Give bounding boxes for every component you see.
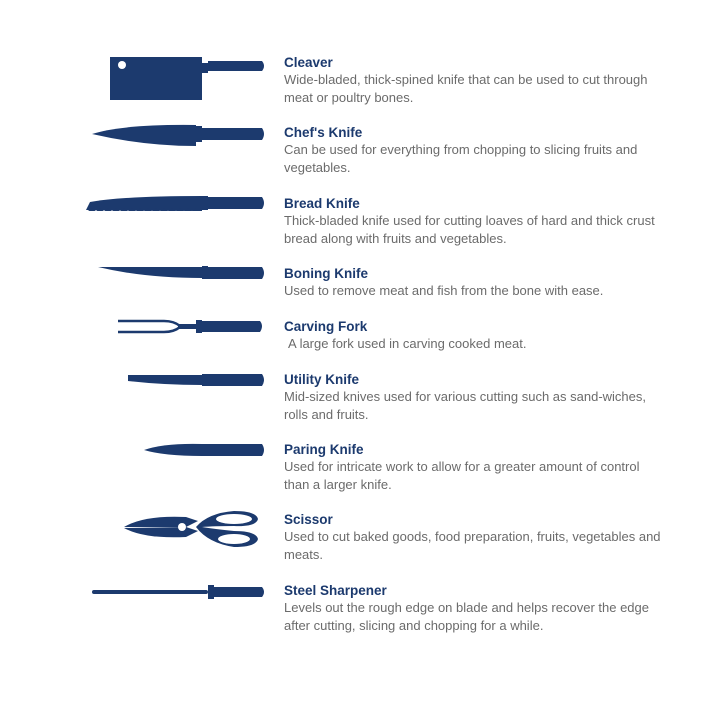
paring-knife-icon	[84, 441, 268, 497]
tool-description: Used for intricate work to allow for a greater amount of control than a larger knife.	[284, 459, 640, 492]
tool-description: Used to remove meat and fish from the bone with ease.	[284, 283, 604, 298]
tool-name: Cleaver	[284, 55, 333, 70]
tool-name: Paring Knife	[284, 442, 364, 457]
tool-text	[284, 441, 664, 493]
tool-name: Bread Knife	[284, 196, 360, 211]
tool-text	[284, 511, 664, 563]
bread-knife-icon	[84, 190, 268, 246]
tool-description: Mid-sized knives used for various cutting such as sand-wiches, rolls and fruits.	[284, 389, 646, 422]
tool-description: Wide-bladed, thick-spined knife that can be used to cut through meat or poultry bones.	[284, 72, 648, 105]
tool-name: Utility Knife	[284, 372, 360, 387]
tool-text	[284, 582, 664, 634]
tool-text	[284, 318, 664, 353]
chefs-knife-icon	[84, 120, 268, 176]
tool-description: Thick-bladed knife used for cutting loaves of hard and thick crust bread along with fruits and vegetables.	[284, 213, 655, 246]
tool-name: Chef's Knife	[284, 125, 363, 140]
tool-name: Steel Sharpener	[284, 583, 387, 598]
tool-text	[284, 54, 664, 106]
tool-description: Levels out the rough edge on blade and helps recover the edge after cutting, slicing and chopping for a while.	[284, 600, 649, 633]
carving-fork-icon	[84, 316, 268, 372]
boning-knife-icon	[84, 261, 268, 317]
tool-name: Scissor	[284, 512, 333, 527]
tool-text	[284, 195, 664, 247]
tool-name: Boning Knife	[284, 266, 368, 281]
tool-description: A large fork used in carving cooked meat.	[288, 336, 527, 351]
tool-text	[284, 371, 664, 423]
utility-knife-icon	[84, 370, 268, 426]
scissor-icon	[84, 505, 268, 561]
tool-text	[284, 265, 664, 300]
tool-name: Carving Fork	[284, 319, 368, 334]
cleaver-icon	[84, 54, 268, 110]
steel-sharpener-icon	[84, 584, 268, 640]
tool-text	[284, 124, 664, 176]
tool-description: Can be used for everything from chopping to slicing fruits and vegetables.	[284, 142, 638, 175]
tool-description: Used to cut baked goods, food preparation, fruits, vegetables and meats.	[284, 529, 661, 562]
